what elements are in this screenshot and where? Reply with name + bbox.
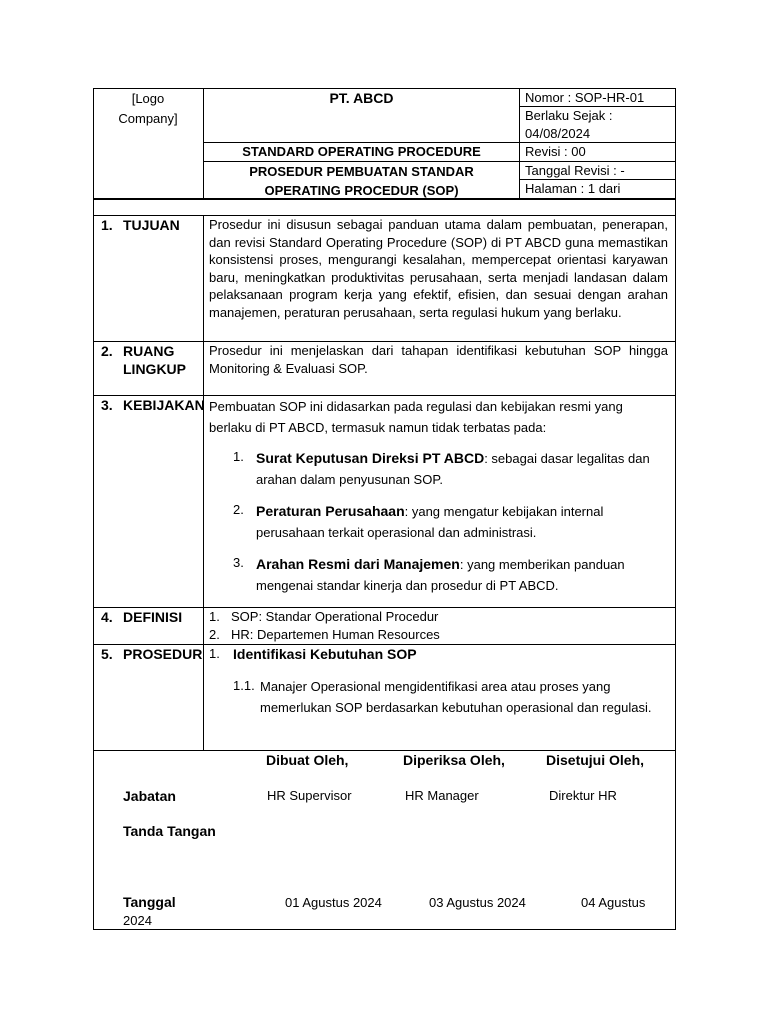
- section-prosedur-label: 5. PROSEDUR: [101, 646, 203, 662]
- approved-date-year: 2024: [123, 913, 152, 928]
- header-divider: [519, 88, 520, 199]
- section-ruang-lingkup-text: Prosedur ini menjelaskan dari tahapan identifikasi kebutuhan SOP hingga Monitoring & Evaluasi SOP.: [209, 343, 668, 376]
- prepared-by-position: HR Supervisor: [267, 788, 352, 803]
- policy-item: Peraturan Perusahaan: yang mengatur kebijakan internal perusahaan terkait operasional dan administrasi.: [256, 503, 604, 540]
- position-label: Jabatan: [123, 788, 176, 804]
- policy-item-number: 2.: [233, 502, 244, 517]
- procedure-substep-number: 1.1.: [233, 678, 255, 693]
- approved-by-heading: Disetujui Oleh,: [546, 752, 645, 768]
- section-ruang-lingkup-label: 2. RUANG LINGKUP: [101, 343, 186, 377]
- column-divider: [203, 215, 204, 750]
- definition-item: 2. HR: Departemen Human Resources: [209, 627, 440, 642]
- document-title: PROSEDUR PEMBUATAN STANDAR OPERATING PROCEDUR (SOP): [249, 164, 474, 198]
- section-kebijakan-label: 3. KEBIJAKAN: [101, 397, 205, 413]
- company-logo-placeholder: [Logo Company]: [118, 91, 178, 126]
- procedure-step-number: 1.: [209, 646, 220, 661]
- section-kebijakan-intro: Pembuatan SOP ini didasarkan pada regulasi dan kebijakan resmi yang berlaku di PT ABCD, termasuk namun tidak terbatas pada:: [209, 399, 623, 435]
- policy-item-number: 1.: [233, 449, 244, 464]
- date-label: Tanggal: [123, 894, 176, 910]
- definition-item: 1. SOP: Standar Operational Procedur: [209, 609, 439, 624]
- effective-date: 04/08/2024: [525, 126, 591, 141]
- section-definisi-label: 4. DEFINISI: [101, 609, 183, 625]
- procedure-step-title: Identifikasi Kebutuhan SOP: [233, 646, 417, 662]
- procedure-substep-text: Manajer Operasional mengidentifikasi area atau proses yang memerlukan SOP berdasarkan kebutuhan operasional dan regulasi.: [260, 679, 652, 715]
- reviewed-by-position: HR Manager: [405, 788, 479, 803]
- revision-number: Revisi : 00: [525, 144, 586, 159]
- effective-date-label: Berlaku Sejak :: [525, 108, 613, 123]
- page-info: Halaman : 1 dari: [525, 181, 621, 196]
- policy-item: Arahan Resmi dari Manajemen: yang memberikan panduan mengenai standar kinerja dan prosedur di PT ABCD.: [256, 556, 625, 593]
- document-number: Nomor : SOP-HR-01: [525, 90, 645, 105]
- company-name: PT. ABCD: [329, 90, 394, 106]
- policy-item: Surat Keputusan Direksi PT ABCD: sebagai dasar legalitas dan arahan dalam penyusunan SOP.: [256, 450, 650, 487]
- reviewed-by-heading: Diperiksa Oleh,: [403, 752, 505, 768]
- approved-by-position: Direktur HR: [549, 788, 617, 803]
- document-type: STANDARD OPERATING PROCEDURE: [242, 144, 481, 159]
- section-tujuan-label: 1. TUJUAN: [101, 217, 180, 233]
- section-tujuan-text: Prosedur ini disusun sebagai panduan utama dalam pembuatan, penerapan, dan revisi Standard Operating Procedure (SOP) di PT ABCD guna memastikan konsistensi proses, mengurangi kesalahan, mempercepat orientasi karyawan baru, meningkatkan produktivitas perusahaan, serta menjadi landasan dalam pelaksanaan program kerja yang efektif, efisien, dan sesuai dengan arahan manajemen, peraturan perusahaan, serta regulasi hukum yang berlaku.: [209, 217, 668, 320]
- approved-date: 04 Agustus: [581, 895, 646, 910]
- signature-label: Tanda Tangan: [123, 823, 216, 839]
- prepared-date: 01 Agustus 2024: [285, 895, 382, 910]
- prepared-by-heading: Dibuat Oleh,: [266, 752, 349, 768]
- revision-date: Tanggal Revisi : -: [525, 163, 625, 178]
- policy-item-number: 3.: [233, 555, 244, 570]
- reviewed-date: 03 Agustus 2024: [429, 895, 526, 910]
